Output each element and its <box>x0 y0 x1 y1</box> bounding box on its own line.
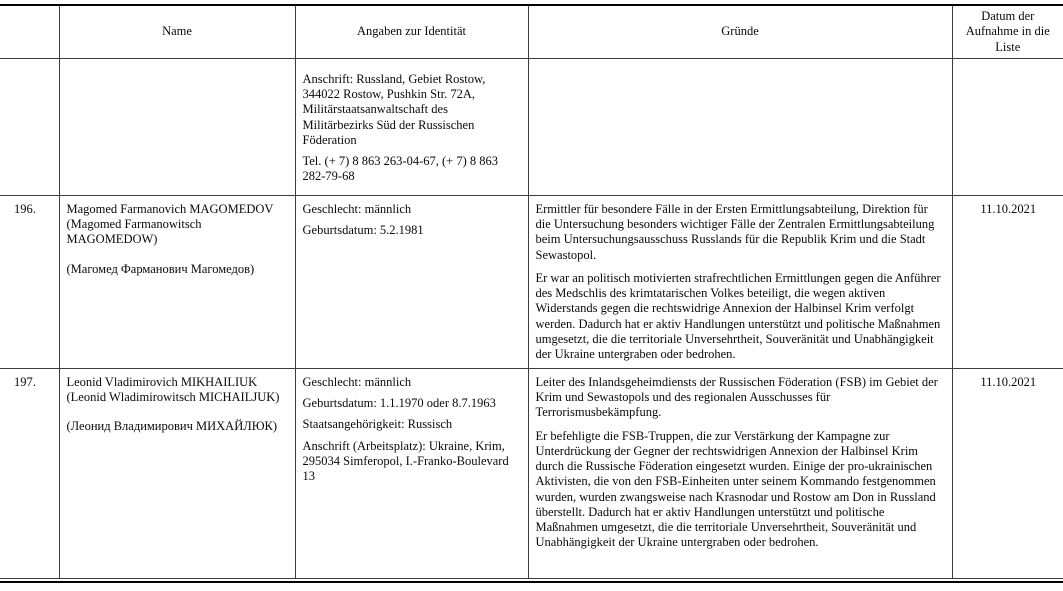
listing-date-cell <box>952 58 1063 195</box>
entry-number-cell: 196. <box>0 195 59 368</box>
col-header-reasons: Gründe <box>528 6 952 58</box>
identity-address: Anschrift: Russland, Gebiet Rostow, 344022 Rostow, Pushkin Str. 72A, Militärstaatsanwaltschaft des Militärbezirks Süd der Russischen Föderation <box>302 71 486 147</box>
name-cyrillic: (Магомед Фарманович Магомедов) <box>66 261 255 276</box>
identity-gender: Geschlecht: männlich <box>302 374 412 389</box>
col-header-identity: Angaben zur Identität <box>295 6 528 58</box>
identity-birthdate: Geburtsdatum: 1.1.1970 oder 8.7.1963 <box>302 396 496 410</box>
col-header-date: Datum der Aufnahme in die Liste <box>952 6 1063 58</box>
name-latin: Magomed Farmanovich MAGOMEDOV (Magomed Farmanowitsch MAGOMEDOW) <box>66 201 274 247</box>
listing-date-cell: 11.10.2021 <box>952 368 1063 578</box>
col-header-number <box>0 6 59 58</box>
name-cell <box>59 368 295 578</box>
identity-address: Anschrift (Arbeitsplatz): Ukraine, Krim, 295034 Simferopol, I.-Franko-Boulevard 13 <box>302 438 509 483</box>
listing-date-cell: 11.10.2021 <box>952 195 1063 368</box>
name-cell <box>59 58 295 195</box>
identity-phone: Tel. (+ 7) 8 863 263-04-67, (+ 7) 8 863 282-79-68 <box>302 154 498 184</box>
reasons-cell <box>528 195 952 368</box>
reasons-paragraph: Er befehligte die FSB-Truppen, die zur Verstärkung der Kampagne zur Unterdrückung der Gegner der rechtswidrigen Annexion der Halbinsel Krim durch die Russische Föderation eingesetzt wurden. Einige der pro-ukrainischen Aktivisten, die von den FSB-Einheiten unter seinem Kommando festgenommen wurden, wurden zwangsweise nach Krasnodar und Rostow am Don in Russland überstellt. Dadurch hat er aktiv Handlungen unterstützt und politische Maßnahmen umgesetzt, die die territoriale Unversehrtheit, Souveränität und Unabhängigkeit der Ukraine untergraben oder bedrohen. <box>535 428 936 550</box>
sanctions-list-table <box>0 6 1063 579</box>
table-row-197 <box>0 368 1063 578</box>
table-bottom-rule <box>0 581 1063 583</box>
name-latin: Leonid Vladimirovich MIKHAILIUK (Leonid Wladimirowitsch MICHAILJUK) <box>66 374 280 404</box>
identity-nationality: Staatsangehörigkeit: Russisch <box>302 417 453 432</box>
reasons-cell <box>528 58 952 195</box>
identity-cell <box>295 368 528 578</box>
reasons-paragraph: Er war an politisch motivierten strafrechtlichen Ermittlungen gegen die Anführer des Medschlis des krimtatarischen Volkes beteiligt, die wegen aktiven Widerstands gegen die rechtswidrige Annexion der Halbinsel Krim verfolgt werden. Dadurch hat er aktiv Handlungen unterstützt und politische Maßnahmen umgesetzt, die die territoriale Unversehrtheit, Souveränität und Unabhängigkeit der Ukraine untergraben oder bedrohen. <box>535 270 941 361</box>
table-row-continuation <box>0 58 1063 195</box>
header-row <box>0 6 1063 58</box>
reasons-paragraph: Leiter des Inlandsgeheimdiensts der Russischen Föderation (FSB) im Gebiet der Krim und Sewastopols und des regionalen Ausschusses für Terrorismusbekämpfung. <box>535 374 938 420</box>
identity-gender: Geschlecht: männlich <box>302 201 412 216</box>
col-header-name: Name <box>59 6 295 58</box>
table-row-196 <box>0 195 1063 368</box>
entry-number-cell: 197. <box>0 368 59 578</box>
identity-cell <box>295 195 528 368</box>
identity-cell <box>295 58 528 195</box>
entry-number-cell <box>0 58 59 195</box>
name-cell <box>59 195 295 368</box>
reasons-paragraph: Ermittler für besondere Fälle in der Ersten Ermittlungsabteilung, Direktion für die Untersuchung besonders wichtiger Fälle der Zentralen Ermittlungsabteilung beim Untersuchungsausschuss Russlands für die Republik Krim und die Stadt Sewastopol. <box>535 201 935 262</box>
identity-birthdate: Geburtsdatum: 5.2.1981 <box>302 223 424 237</box>
reasons-cell <box>528 368 952 578</box>
name-cyrillic: (Леонид Владимирович МИХАЙЛЮК) <box>66 419 278 434</box>
